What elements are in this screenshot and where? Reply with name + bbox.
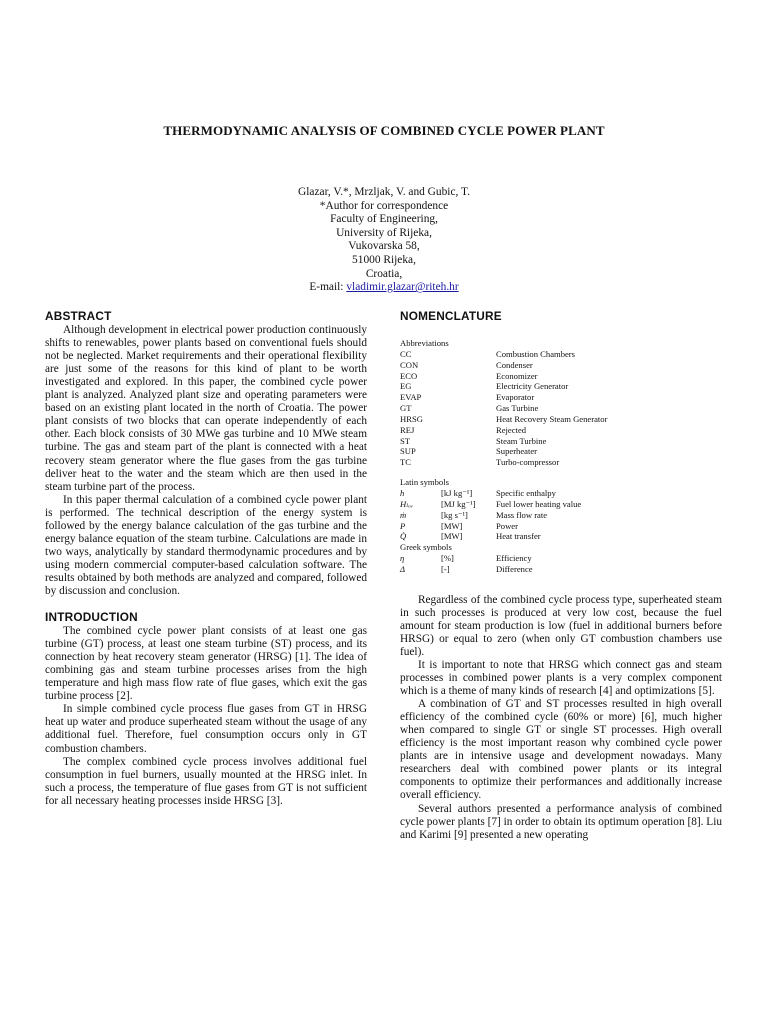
symbol-description: Difference <box>496 563 533 574</box>
abbreviation-description: Gas Turbine <box>496 403 539 414</box>
author-block <box>0 186 768 295</box>
correspondence-note: *Author for correspondence <box>319 199 449 212</box>
abbreviation-description: Superheater <box>496 446 538 457</box>
paper-title: THERMODYNAMIC ANALYSIS OF COMBINED CYCLE POWER PLANT <box>163 123 605 138</box>
abstract-paragraph: In this paper thermal calculation of a combined cycle power plant is performed. The technical description of the energy system is followed by the energy balance calculation of the gas turbine and the energy balance equation of the steam turbine. Calculations are made in two ways, analytically by standard thermodynamic procedures and by using modern commercial computer-based calculation software. The results obtained by both methods are analyzed and compared, followed by discussion and conclusion. <box>45 493 367 597</box>
faculty: Faculty of Engineering, <box>330 213 438 226</box>
symbol: η <box>400 553 405 564</box>
abbreviation-row <box>400 360 722 371</box>
abbreviation-description: Electricity Generator <box>496 381 569 392</box>
abbreviations-title: Abbreviations <box>400 338 449 349</box>
introduction-paragraph: In simple combined cycle process flue gases from GT in HRSG heat up water and produce superheated steam without the usage of any additional fuel. Therefore, fuel consumption occurs only in GT combustion chambers. <box>45 703 367 755</box>
abbreviation-description: Evaporator <box>496 392 535 403</box>
symbol-row <box>400 510 722 521</box>
abbreviation-code: CC <box>400 348 412 359</box>
right-column <box>400 310 722 842</box>
introduction-paragraph: The combined cycle power plant consists of at least one gas turbine (GT) process, at least one steam turbine (ST) process, and its connection by heat recovery steam generator (HRSG) [1]. The idea of combining gas and steam turbine processes arises from the high temperature and high mass flow rate of flue gases, which exit the gas turbine process [2]. <box>45 625 367 703</box>
abbreviation-row <box>400 381 722 392</box>
symbol: Hₗₒᵥ <box>400 498 414 509</box>
author-names: Glazar, V.*, Mrzljak, V. and Gubic, T. <box>298 186 470 198</box>
symbol-unit: [kg s⁻¹] <box>441 509 468 520</box>
latin-symbols-title: Latin symbols <box>400 477 449 488</box>
nomenclature-table <box>400 338 722 575</box>
street-address: Vukovarska 58, <box>348 240 420 253</box>
symbol-unit: [MJ kg⁻¹] <box>441 498 476 509</box>
body-paragraph: A combination of GT and ST processes resulted in high overall efficiency of the combined cycle (60% or more) [6], much higher when compared to single GT or single ST processes. High overall efficiency is the most important reason why combined cycle power plants are in intensive usage and development nowadays. Many researchers deal with combined power plants or its integral components to optimize their performances and additionally increase overall efficiency. <box>400 698 722 802</box>
symbol: Δ <box>400 563 406 574</box>
symbol: ṁ <box>400 509 407 520</box>
email-label: E-mail: <box>309 281 347 294</box>
university: University of Rijeka, <box>336 226 432 239</box>
body-paragraph: Several authors presented a performance analysis of combined cycle power plants [7] in order to obtain its optimum operation [8]. Liu and Karimi [9] presented a new operating <box>400 802 722 841</box>
symbol-description: Heat transfer <box>496 531 541 542</box>
abbreviation-code: EVAP <box>400 392 422 403</box>
email-line <box>0 281 768 295</box>
nomenclature-heading: NOMENCLATURE <box>400 309 502 323</box>
abbreviation-row <box>400 403 722 414</box>
introduction-paragraph: The complex combined cycle process involves additional fuel consumption in fuel burners, usually mounted at the HRSG inlet. In such a process, the temperature of flue gases from GT is not sufficient for all necessary heating processes inside HRSG [3]. <box>45 755 367 807</box>
abbreviation-description: Combustion Chambers <box>496 348 576 359</box>
symbol: h <box>400 488 405 499</box>
country: Croatia, <box>365 267 403 280</box>
abbreviation-code: CON <box>400 359 419 370</box>
abbreviations-list <box>400 349 722 468</box>
email-link[interactable]: vladimir.glazar@riteh.hr <box>346 281 459 294</box>
abbreviation-code: REJ <box>400 424 415 435</box>
symbol-description: Mass flow rate <box>496 509 548 520</box>
abbreviation-description: Steam Turbine <box>496 435 547 446</box>
abstract-paragraph: Although development in electrical power production continuously shifts to renewables, power plants based on conventional fuels should not be neglected. Market requirements and their operational flexibility are just some of the reasons for this kind of plant to be worth investigated and explored. In this paper, the combined cycle power plant is analyzed. Analyzed plant size and operating parameters were based on an existing plant located in the north of Croatia. The power plant consists of two blocks that can operate independently of each other. Each block consists of 30 MWe gas turbine and 10 MWe steam turbine. The gas and steam part of the plant is connected with a heat recovery steam generator where the flue gases from the gas turbine deliver heat to the water and the steam which are then used in the steam turbine part of the process. <box>45 324 367 493</box>
abbreviation-code: GT <box>400 403 412 414</box>
abbreviation-row <box>400 446 722 457</box>
greek-symbols-list <box>400 553 722 575</box>
abbreviation-row <box>400 414 722 425</box>
symbol-row <box>400 531 722 542</box>
symbol-row <box>400 499 722 510</box>
abbreviation-description: Condenser <box>496 359 533 370</box>
symbol-row <box>400 553 722 564</box>
abbreviation-description: Rejected <box>496 424 527 435</box>
abbreviation-row <box>400 392 722 403</box>
symbol-description: Efficiency <box>496 553 532 564</box>
symbol-description: Fuel lower heating value <box>496 498 582 509</box>
abbreviation-row <box>400 457 722 468</box>
symbol-unit: [MW] <box>441 520 463 531</box>
abbreviation-code: SUP <box>400 446 416 457</box>
abbreviation-description: Heat Recovery Steam Generator <box>496 413 608 424</box>
abbreviation-row <box>400 349 722 360</box>
abbreviation-code: TC <box>400 457 411 468</box>
symbol-unit: [%] <box>441 553 454 564</box>
symbol-description: Specific enthalpy <box>496 488 556 499</box>
symbol-row <box>400 488 722 499</box>
symbol-unit: [-] <box>441 563 450 574</box>
abbreviation-description: Economizer <box>496 370 538 381</box>
abbreviation-description: Turbo-compressor <box>496 457 560 468</box>
symbol: Q̇ <box>400 531 407 542</box>
abbreviation-code: ST <box>400 435 411 446</box>
body-paragraph: Regardless of the combined cycle process type, superheated steam in such processes is produced at very low cost, because the fuel amount for steam production is low (fuel in additional burners before HRSG) or equal to zero (when only GT combustion chambers use fuel). <box>400 593 722 658</box>
symbol: P <box>400 520 406 531</box>
abbreviation-code: EG <box>400 381 412 392</box>
symbol-unit: [kJ kg⁻¹] <box>441 488 473 499</box>
abbreviation-row <box>400 436 722 447</box>
abbreviation-row <box>400 371 722 382</box>
abbreviation-code: ECO <box>400 370 418 381</box>
symbol-description: Power <box>496 520 518 531</box>
abbreviation-code: HRSG <box>400 413 423 424</box>
abbreviation-row <box>400 425 722 436</box>
introduction-heading: INTRODUCTION <box>45 610 138 625</box>
symbol-unit: [MW] <box>441 531 463 542</box>
symbol-row <box>400 564 722 575</box>
latin-symbols-list <box>400 488 722 542</box>
body-paragraph: It is important to note that HRSG which connect gas and steam processes in combined power plants is a very complex component which is a theme of many kinds of research [4] and optimizations [5]. <box>400 659 722 698</box>
greek-symbols-title: Greek symbols <box>400 542 452 553</box>
left-column <box>45 310 367 808</box>
abstract-heading: ABSTRACT <box>45 309 112 323</box>
city: 51000 Rijeka, <box>352 253 416 266</box>
symbol-row <box>400 521 722 532</box>
